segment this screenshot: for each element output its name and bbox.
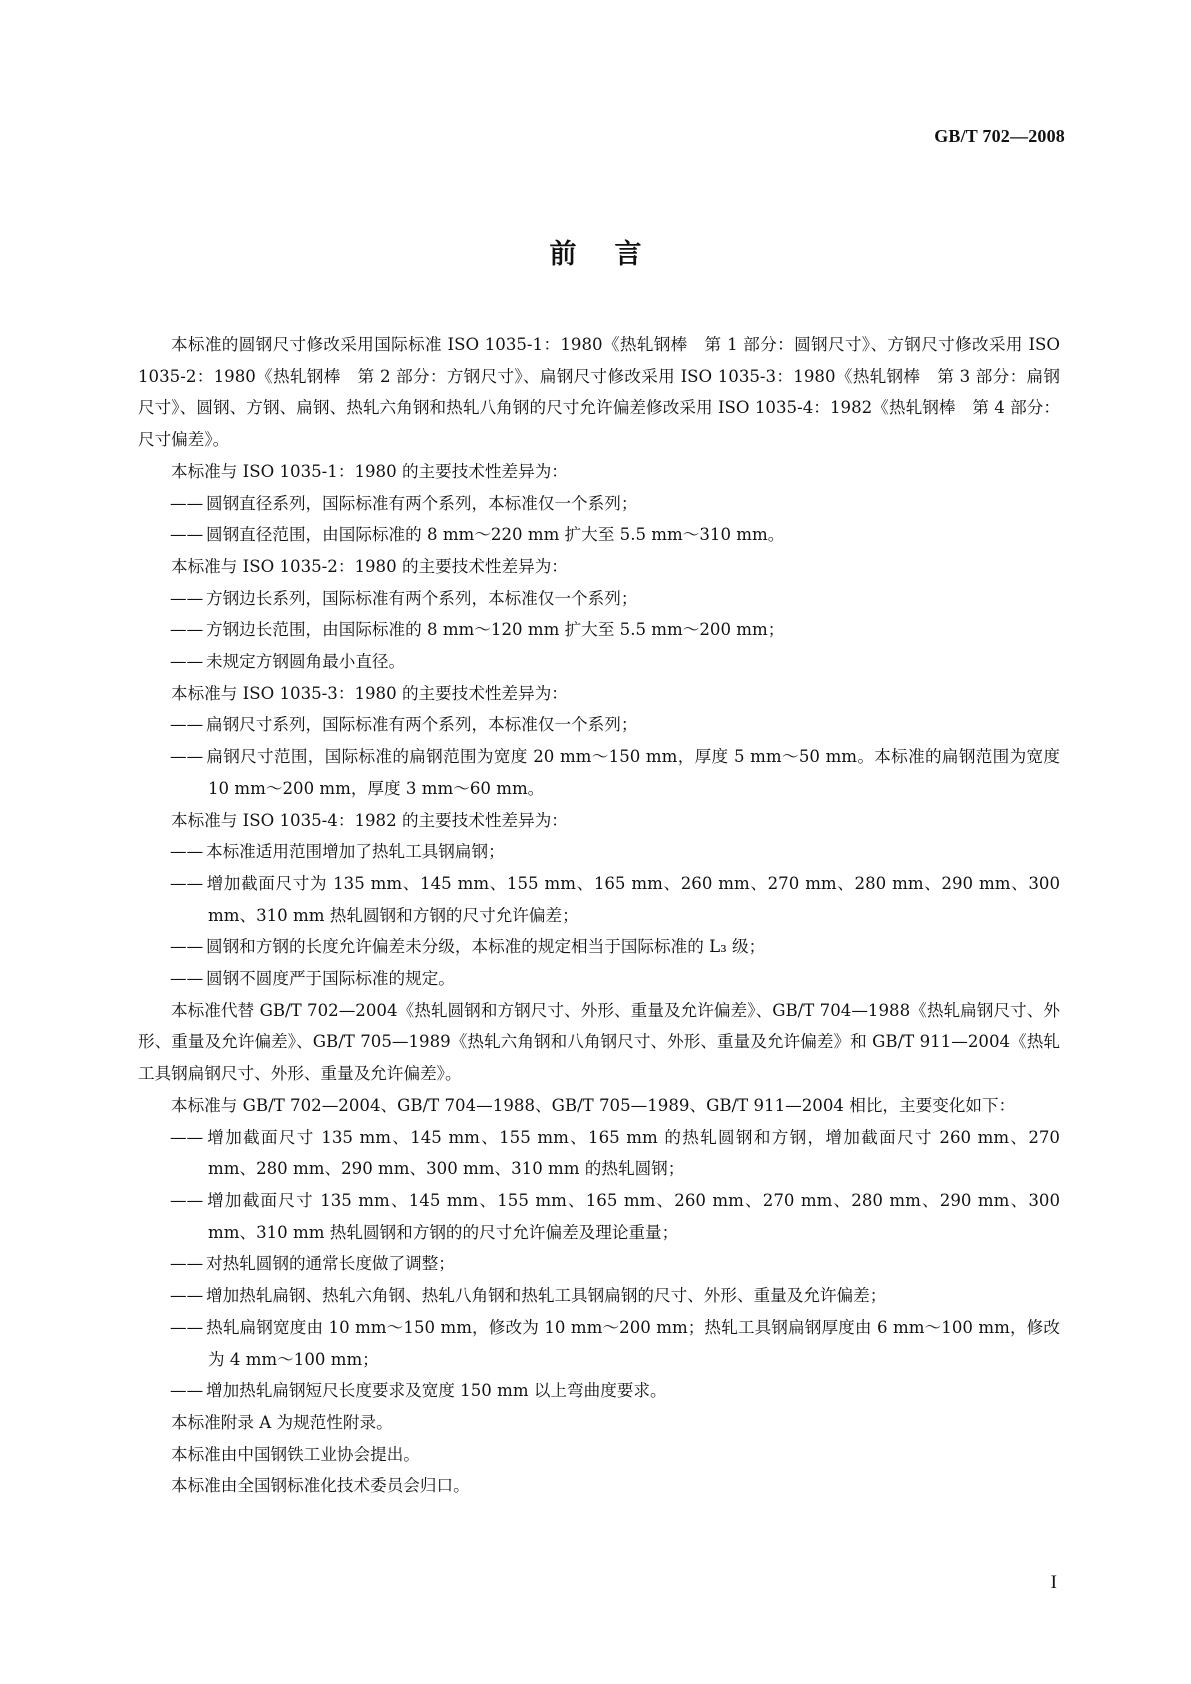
list-item-text: 圆钢和方钢的长度允许偏差未分级，本标准的规定相当于国际标准的 L₃ 级； [206, 937, 766, 957]
list-item [138, 741, 1060, 804]
page-title: 前言 [549, 239, 680, 270]
list-item [138, 1375, 1060, 1407]
foreword-body [138, 329, 1060, 1502]
list-item [138, 709, 1060, 741]
paragraph-main-changes: 本标准与 GB/T 702—2004、GB/T 704—1988、GB/T 705—1989、GB/T 911—2004 相比，主要变化如下： [171, 1095, 1016, 1115]
list-item-text: 扁钢尺寸系列，国际标准有两个系列，本标准仅一个系列； [206, 715, 638, 735]
list-item [138, 836, 1060, 868]
dash-marker: —— [170, 493, 204, 513]
list-item-text: 增加热轧扁钢、热轧六角钢、热轧八角钢和热轧工具钢扁钢的尺寸、外形、重量及允许偏差； [206, 1286, 887, 1306]
paragraph-diff-1035-4: 本标准与 ISO 1035-4：1982 的主要技术性差异为： [171, 810, 568, 830]
paragraph-adoption: 本标准的圆钢尺寸修改采用国际标准 ISO 1035-1：1980《热轧钢棒 第 1 部分：圆钢尺寸》、方钢尺寸修改采用 ISO 1035-2：1980《热轧钢棒 第 2 部分：方钢尺寸》、扁钢尺寸修改采用 ISO 1035-3：1980《热轧钢棒 第 3 部分：扁钢尺寸》、圆钢、方钢、扁钢、热轧六角钢和热轧八角钢的尺寸允许偏差修改采用 ISO 1035-4：1982《热轧钢棒 第 4 部分：尺寸偏差》。 [138, 335, 1060, 450]
paragraph-centralized-by: 本标准由全国钢标准化技术委员会归口。 [171, 1476, 470, 1496]
list-item [138, 963, 1060, 995]
list-item-text: 扁钢尺寸范围，国际标准的扁钢范围为宽度 20 mm～150 mm，厚度 5 mm～50 mm。本标准的扁钢范围为宽度 10 mm～200 mm，厚度 3 mm～60 mm。 [206, 747, 1060, 798]
list-item-text: 方钢边长系列，国际标准有两个系列，本标准仅一个系列； [206, 588, 638, 608]
standard-code: GB/T 702—2008 [934, 126, 1065, 146]
paragraph-diff-1035-3: 本标准与 ISO 1035-3：1980 的主要技术性差异为： [171, 683, 568, 703]
dash-marker: —— [170, 588, 204, 608]
dash-marker: —— [170, 620, 204, 640]
list-item-text: 增加截面尺寸为 135 mm、145 mm、155 mm、165 mm、260 mm、270 mm、280 mm、290 mm、300 mm、310 mm 热轧圆钢和方钢的尺寸允许偏差； [206, 873, 1060, 925]
list-item [138, 1280, 1060, 1312]
list-item-text: 增加截面尺寸 135 mm、145 mm、155 mm、165 mm、260 mm、270 mm、280 mm、290 mm、300 mm、310 mm 热轧圆钢和方钢的的尺寸允许偏差及理论重量； [206, 1190, 1060, 1242]
list-item [138, 1312, 1060, 1375]
list-item [138, 1122, 1060, 1185]
dash-marker: —— [170, 1317, 204, 1337]
list-item-text: 圆钢不圆度严于国际标准的规定。 [206, 969, 455, 989]
dash-marker: —— [170, 1254, 204, 1274]
dash-marker: —— [170, 715, 204, 735]
list-item [138, 614, 1060, 646]
list-item [138, 931, 1060, 963]
list-item-text: 增加截面尺寸 135 mm、145 mm、155 mm、165 mm 的热轧圆钢和方钢，增加截面尺寸 260 mm、270 mm、280 mm、290 mm、300 mm、310 mm 的热轧圆钢； [206, 1127, 1060, 1179]
dash-marker: —— [170, 747, 204, 767]
dash-marker: —— [170, 1286, 204, 1306]
list-item-text: 增加热轧扁钢短尺长度要求及宽度 150 mm 以上弯曲度要求。 [206, 1381, 667, 1401]
list-item [138, 1185, 1060, 1248]
paragraph-diff-1035-1: 本标准与 ISO 1035-1：1980 的主要技术性差异为： [171, 461, 568, 481]
list-item [138, 519, 1060, 551]
list-item [138, 583, 1060, 615]
list-item-text: 未规定方钢圆角最小直径。 [206, 652, 406, 672]
paragraph-diff-1035-2: 本标准与 ISO 1035-2：1980 的主要技术性差异为： [171, 556, 568, 576]
dash-marker: —— [170, 652, 204, 672]
page-number: I [1050, 1572, 1057, 1593]
dash-marker: —— [170, 1190, 204, 1210]
list-item [138, 646, 1060, 678]
list-item-text: 对热轧圆钢的通常长度做了调整； [206, 1254, 455, 1274]
paragraph-replaces: 本标准代替 GB/T 702—2004《热轧圆钢和方钢尺寸、外形、重量及允许偏差》、GB/T 704—1988《热轧扁钢尺寸、外形、重量及允许偏差》、GB/T 705—1989《热轧六角钢和八角钢尺寸、外形、重量及允许偏差》和 GB/T 911—2004《热轧工具钢扁钢尺寸、外形、重量及允许偏差》。 [138, 1000, 1060, 1084]
dash-marker: —— [170, 873, 204, 893]
dash-marker: —— [170, 1381, 204, 1401]
list-item-text: 方钢边长范围，由国际标准的 8 mm～120 mm 扩大至 5.5 mm～200 mm； [206, 620, 785, 640]
list-item [138, 488, 1060, 520]
list-item-text: 圆钢直径系列，国际标准有两个系列，本标准仅一个系列； [206, 493, 638, 513]
dash-marker: —— [170, 1127, 204, 1147]
dash-marker: —— [170, 842, 204, 862]
list-item [138, 868, 1060, 931]
list-item-text: 热轧扁钢宽度由 10 mm～150 mm，修改为 10 mm～200 mm；热轧工具钢扁钢厚度由 6 mm～100 mm，修改为 4 mm～100 mm； [206, 1317, 1060, 1369]
list-item [138, 1248, 1060, 1280]
list-item-text: 圆钢直径范围，由国际标准的 8 mm～220 mm 扩大至 5.5 mm～310 mm。 [206, 525, 785, 545]
dash-marker: —— [170, 969, 204, 989]
paragraph-annex: 本标准附录 A 为规范性附录。 [171, 1412, 393, 1432]
list-item-text: 本标准适用范围增加了热轧工具钢扁钢； [206, 842, 505, 862]
dash-marker: —— [170, 525, 204, 545]
paragraph-proposed-by: 本标准由中国钢铁工业协会提出。 [171, 1444, 420, 1464]
dash-marker: —— [170, 937, 204, 957]
